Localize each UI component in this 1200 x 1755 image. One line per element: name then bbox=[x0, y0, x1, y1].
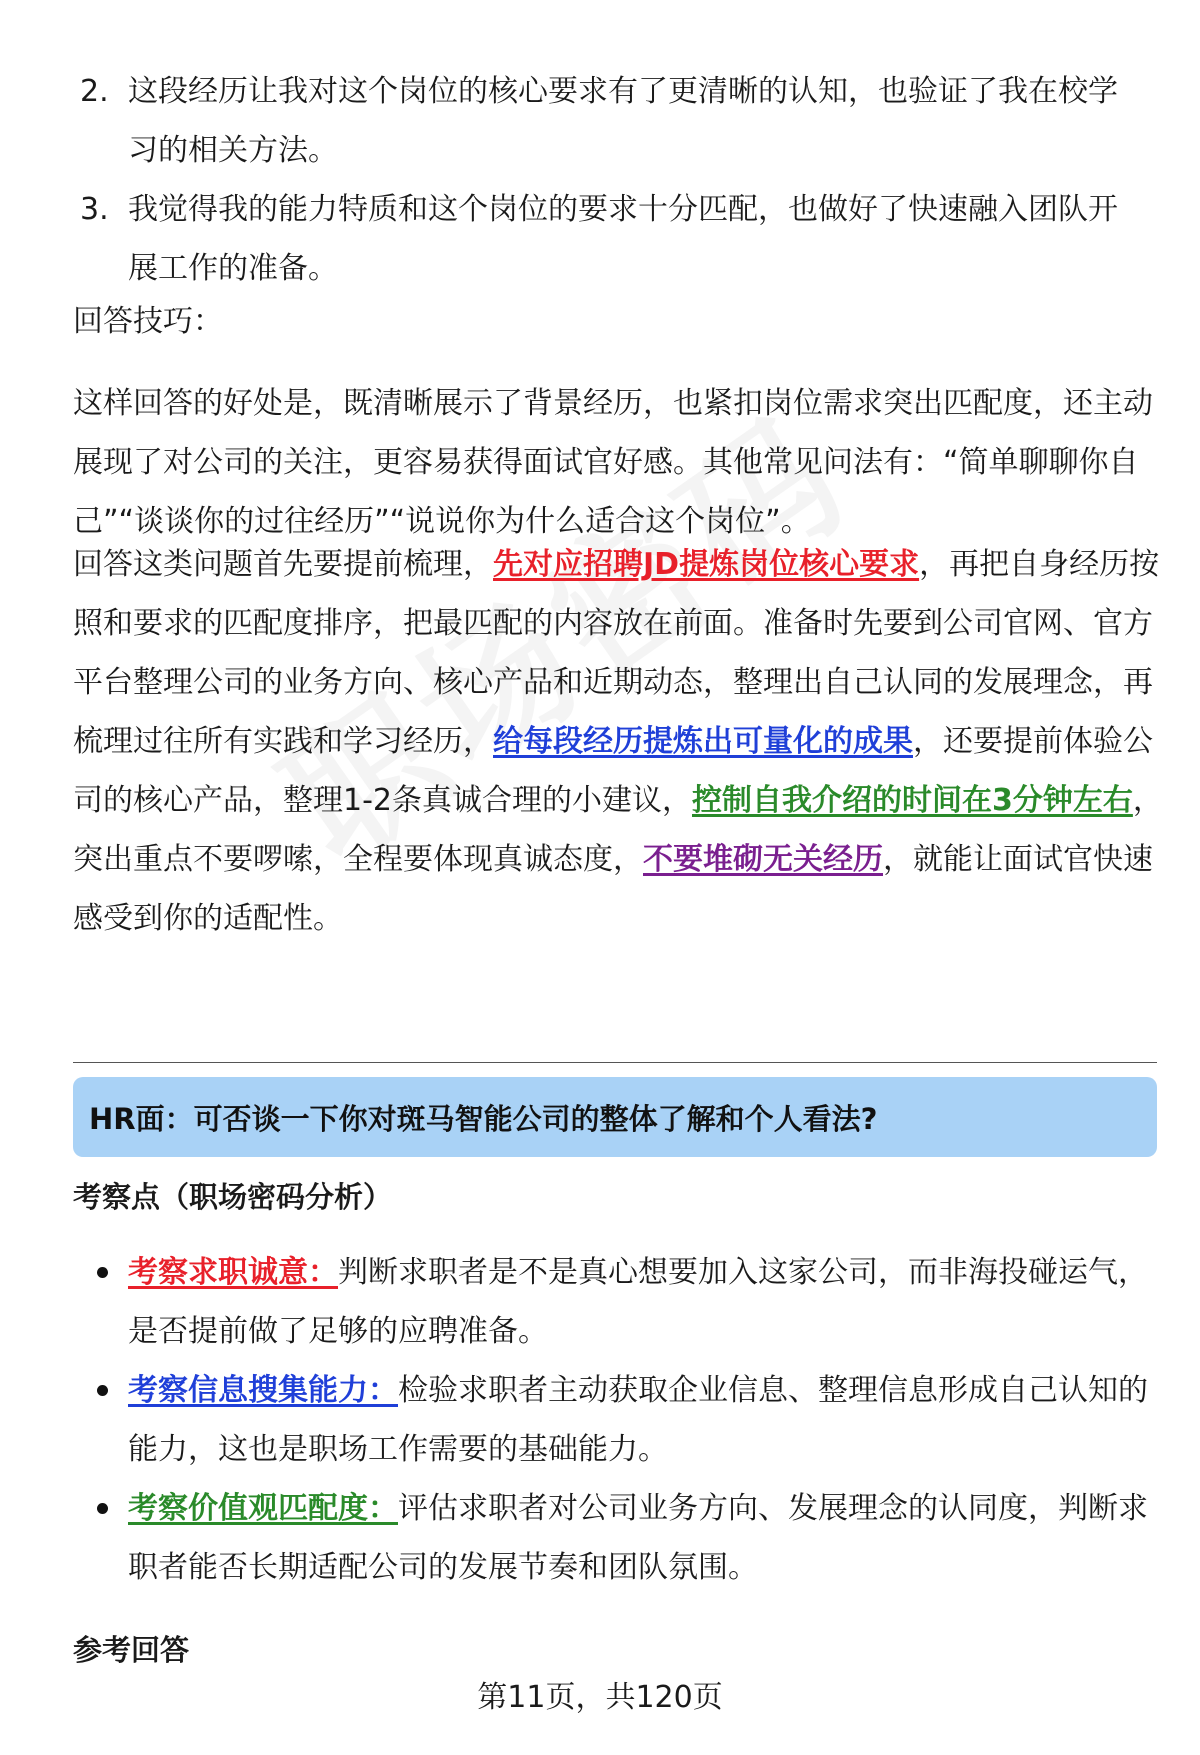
highlight-green: 控制自我介绍的时间在3分钟左右 bbox=[692, 783, 1133, 818]
bullet-label: 考察价值观匹配度： bbox=[128, 1491, 398, 1526]
bullet-text bbox=[128, 1479, 1158, 1597]
hr-question: HR面：可否谈一下你对斑马智能公司的整体了解和个人看法? bbox=[89, 1101, 878, 1136]
advice-text: 回答这类问题首先要提前梳理， bbox=[73, 547, 493, 582]
bullet-dot-icon bbox=[95, 1361, 128, 1479]
advice-text: ，还要提前体验公司的核心产品，整理1-2条真诚合理的小建议， bbox=[73, 724, 1153, 818]
exam-points-list bbox=[95, 1243, 1165, 1597]
bullet-dot-icon bbox=[95, 1243, 128, 1361]
list-item bbox=[80, 180, 1160, 298]
numbered-list bbox=[80, 62, 1160, 298]
list-item bbox=[80, 62, 1160, 180]
bullet-dot-icon bbox=[95, 1479, 128, 1597]
hr-question-box bbox=[73, 1077, 1157, 1157]
bullet-text bbox=[128, 1361, 1158, 1479]
tips-paragraph: 这样回答的好处是，既清晰展示了背景经历，也紧扣岗位需求突出匹配度，还主动展现了对公司的关注，更容易获得面试官好感。其他常见问法有：“简单聊聊你自己”“谈谈你的过往经历”“说说你为什么适合这个岗位”。 bbox=[73, 386, 1153, 539]
bullet-item bbox=[95, 1361, 1165, 1479]
advice-text: ，再把自身经历按照和要求的匹配度排序，把最匹配的内容放在前面。准备时先要到公司官网、官方平台整理公司的业务方向、核心产品和近期动态，整理出自己认同的发展理念，再梳理过往所有实践和学习经历， bbox=[73, 547, 1160, 759]
list-number: 3. bbox=[80, 192, 109, 227]
section-divider bbox=[73, 1062, 1157, 1063]
bullet-desc: 检验求职者主动获取企业信息、整理信息形成自己认知的能力，这也是职场工作需要的基础能力。 bbox=[128, 1373, 1148, 1467]
tips-label: 回答技巧： bbox=[73, 304, 223, 339]
highlight-red: 先对应招聘JD提炼岗位核心要求 bbox=[493, 547, 920, 582]
page-number: 第11页，共120页 bbox=[477, 1680, 723, 1715]
bullet-item bbox=[95, 1479, 1165, 1597]
list-text: 我觉得我的能力特质和这个岗位的要求十分匹配，也做好了快速融入团队开展工作的准备。 bbox=[128, 192, 1118, 286]
highlight-blue: 给每段经历提炼出可量化的成果 bbox=[493, 724, 913, 759]
advice-paragraph bbox=[73, 535, 1163, 948]
bullet-label: 考察求职诚意： bbox=[128, 1255, 338, 1290]
reference-answer-heading: 参考回答 bbox=[73, 1633, 190, 1667]
list-number: 2. bbox=[80, 74, 109, 109]
bullet-text bbox=[128, 1243, 1158, 1361]
bullet-label: 考察信息搜集能力： bbox=[128, 1373, 398, 1408]
advice-text: ，就能让面试官快速感受到你的适配性。 bbox=[73, 842, 1153, 936]
highlight-purple: 不要堆砌无关经历 bbox=[643, 842, 883, 877]
bullet-item bbox=[95, 1243, 1165, 1361]
exam-points-heading: 考察点（职场密码分析） bbox=[73, 1180, 393, 1214]
bullet-desc: 判断求职者是不是真心想要加入这家公司，而非海投碰运气，是否提前做了足够的应聘准备。 bbox=[128, 1255, 1148, 1349]
list-text: 这段经历让我对这个岗位的核心要求有了更清晰的认知，也验证了我在校学习的相关方法。 bbox=[128, 74, 1118, 168]
bullet-desc: 评估求职者对公司业务方向、发展理念的认同度，判断求职者能否长期适配公司的发展节奏和团队氛围。 bbox=[128, 1491, 1148, 1585]
advice-text: ，突出重点不要啰嗦，全程要体现真诚态度， bbox=[73, 783, 1163, 877]
